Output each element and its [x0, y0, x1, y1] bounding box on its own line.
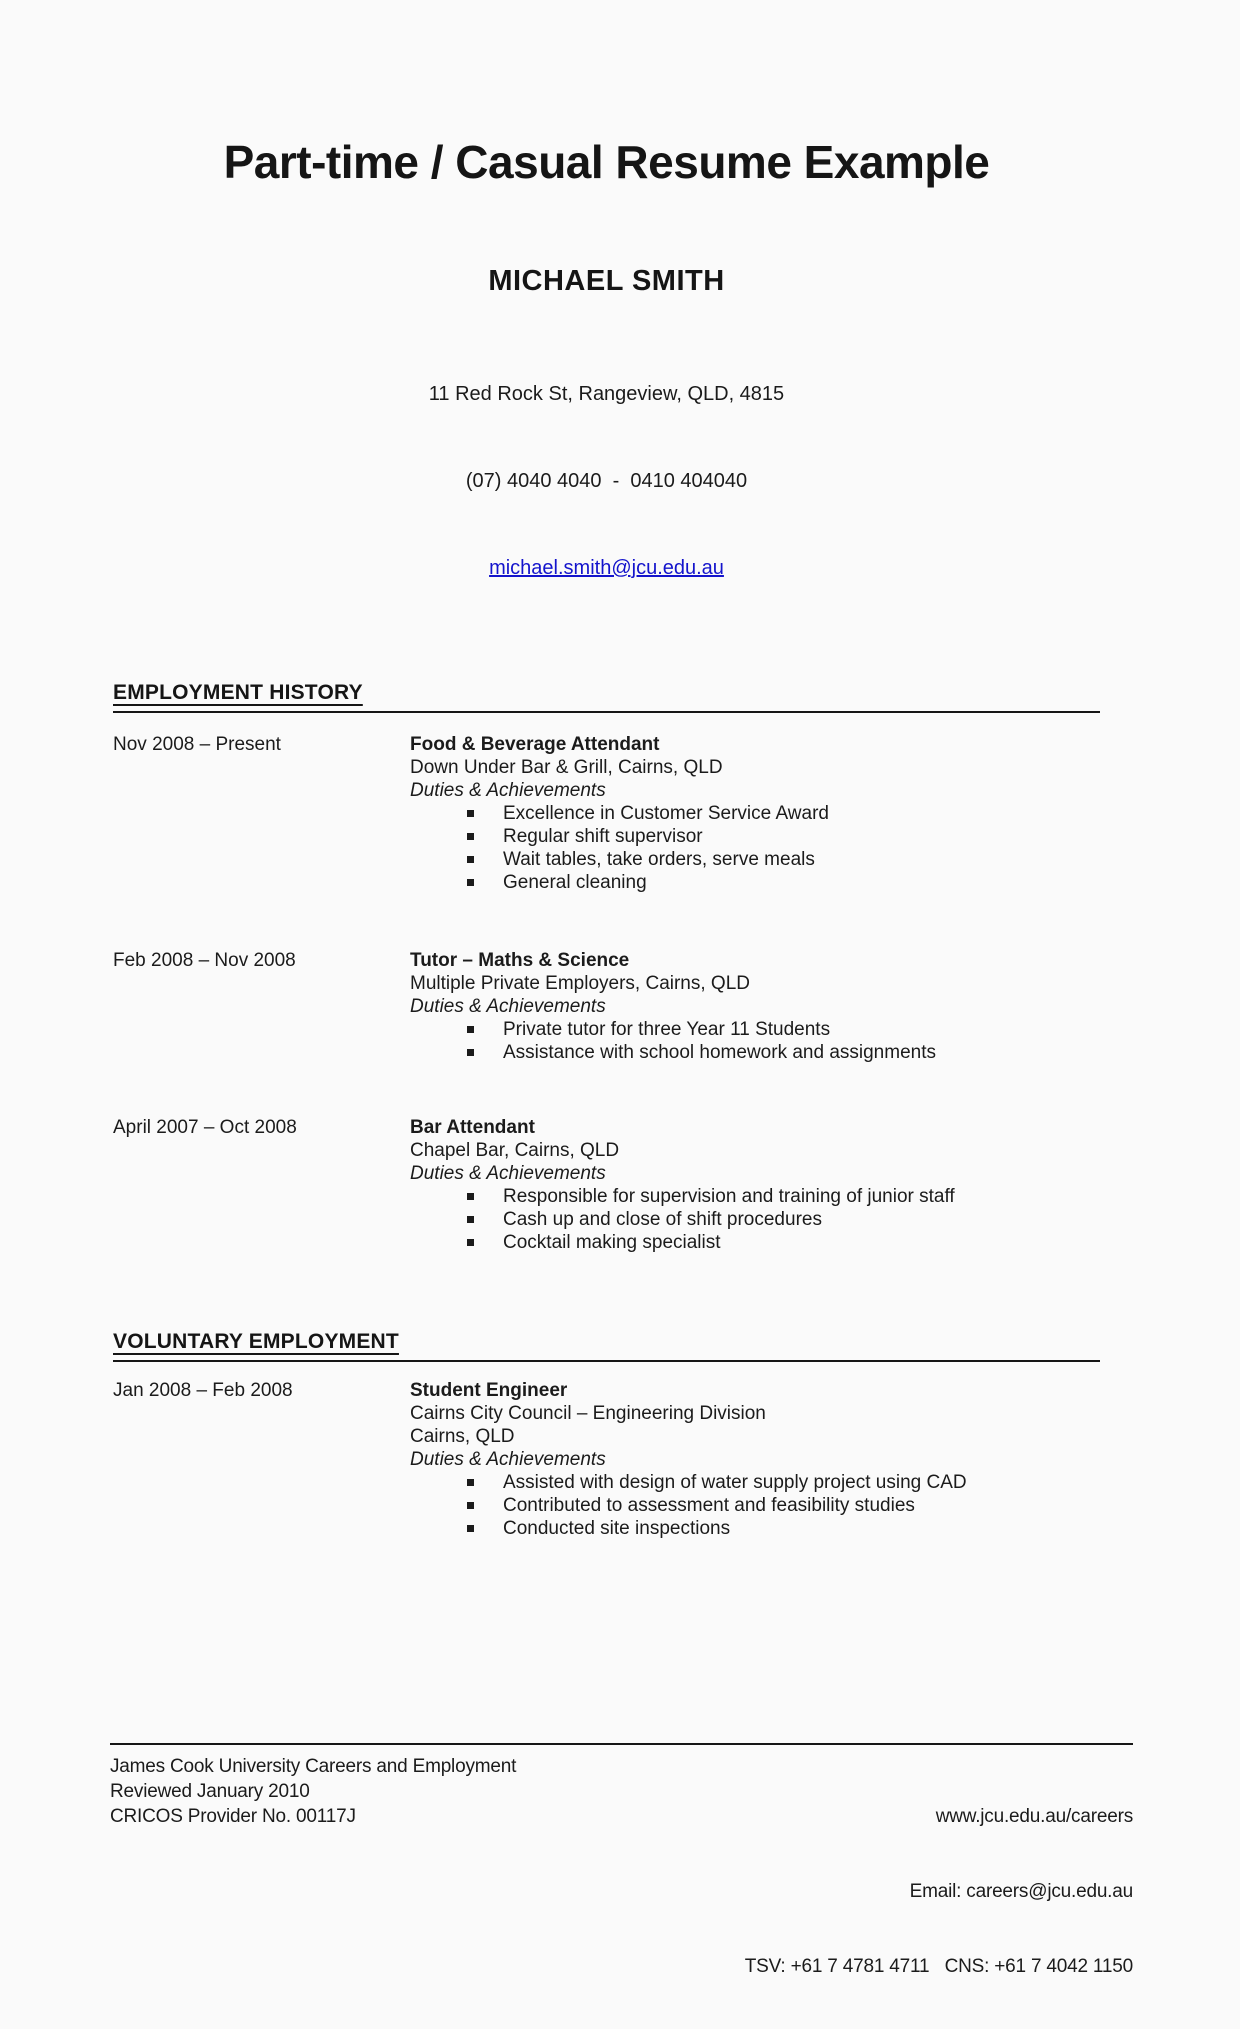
- footer-reviewed: Reviewed January 2010: [110, 1781, 310, 1802]
- job-bullet: General cleaning: [410, 871, 1100, 894]
- job-title: Bar Attendant: [410, 1117, 535, 1138]
- job-bullet: Wait tables, take orders, serve meals: [410, 848, 1100, 871]
- email-link[interactable]: michael.smith@jcu.edu.au: [489, 557, 724, 579]
- job-details: [410, 733, 1100, 894]
- job-bullet-list: [410, 1018, 1100, 1064]
- section-heading-label: EMPLOYMENT HISTORY: [113, 681, 363, 704]
- job-bullet: Cash up and close of shift procedures: [410, 1208, 1100, 1231]
- job-bullet-list: [410, 1471, 1100, 1540]
- job-duties-label: Duties & Achievements: [410, 1449, 606, 1470]
- footer-website: www.jcu.edu.au/careers: [935, 1806, 1133, 1827]
- job-details: [410, 1379, 1100, 1540]
- job-entry: [113, 1116, 1100, 1254]
- job-bullet: Cocktail making specialist: [410, 1231, 1100, 1254]
- contact-email-line: [113, 554, 1100, 583]
- contact-block: [113, 322, 1100, 641]
- job-employer: Chapel Bar, Cairns, QLD: [410, 1140, 620, 1161]
- job-bullet-list: [410, 1185, 1100, 1254]
- job-details: [410, 1116, 1100, 1254]
- footer-email: Email: careers@jcu.edu.au: [909, 1881, 1133, 1902]
- job-dates: April 2007 – Oct 2008: [113, 1117, 297, 1138]
- job-bullet: Private tutor for three Year 11 Students: [410, 1018, 1100, 1041]
- footer-cricos: CRICOS Provider No. 00117J: [110, 1806, 356, 1827]
- job-bullet: Conducted site inspections: [410, 1517, 1100, 1540]
- section-heading-voluntary-employment: [113, 1329, 1100, 1362]
- document-title: Part-time / Casual Resume Example: [223, 136, 990, 188]
- job-entry: [113, 1379, 1100, 1540]
- job-entry: [113, 949, 1100, 1064]
- job-employer: Cairns City Council – Engineering Division: [410, 1403, 766, 1424]
- footer-phones: TSV: +61 7 4781 4711 CNS: +61 7 4042 1150: [744, 1956, 1133, 1977]
- footer-left-column: [110, 1754, 516, 2029]
- job-bullet: Contributed to assessment and feasibility studies: [410, 1494, 1100, 1517]
- job-dates: Nov 2008 – Present: [113, 734, 281, 755]
- page-footer: [110, 1743, 1133, 2029]
- job-title: Student Engineer: [410, 1380, 568, 1401]
- job-employer: Down Under Bar & Grill, Cairns, QLD: [410, 757, 723, 778]
- job-bullet: Assisted with design of water supply project using CAD: [410, 1471, 1100, 1494]
- job-bullet: Regular shift supervisor: [410, 825, 1100, 848]
- candidate-name: MICHAEL SMITH: [488, 265, 725, 297]
- section-heading-label: VOLUNTARY EMPLOYMENT: [113, 1330, 399, 1353]
- job-entry: [113, 733, 1100, 894]
- job-bullet: Responsible for supervision and training of junior staff: [410, 1185, 1100, 1208]
- footer-org: James Cook University Careers and Employment: [110, 1756, 517, 1777]
- job-bullet: Excellence in Customer Service Award: [410, 802, 1100, 825]
- section-heading-employment-history: [113, 680, 1100, 713]
- resume-page: [0, 136, 1240, 1977]
- job-duties-label: Duties & Achievements: [410, 996, 606, 1017]
- job-duties-label: Duties & Achievements: [410, 780, 606, 801]
- job-bullet: Assistance with school homework and assignments: [410, 1041, 1100, 1064]
- contact-address: 11 Red Rock St, Rangeview, QLD, 4815: [428, 383, 785, 405]
- job-dates: Jan 2008 – Feb 2008: [113, 1380, 293, 1401]
- job-dates: Feb 2008 – Nov 2008: [113, 950, 296, 971]
- job-title: Tutor – Maths & Science: [410, 950, 630, 971]
- job-employer-location: Cairns, QLD: [410, 1426, 515, 1447]
- document-content: [113, 137, 1100, 1540]
- contact-phone: (07) 4040 4040 - 0410 404040: [465, 470, 748, 492]
- job-title: Food & Beverage Attendant: [410, 734, 660, 755]
- job-employer: Multiple Private Employers, Cairns, QLD: [410, 973, 750, 994]
- job-details: [410, 949, 1100, 1064]
- job-bullet-list: [410, 802, 1100, 894]
- job-duties-label: Duties & Achievements: [410, 1163, 606, 1184]
- footer-right-column: [745, 1754, 1133, 2029]
